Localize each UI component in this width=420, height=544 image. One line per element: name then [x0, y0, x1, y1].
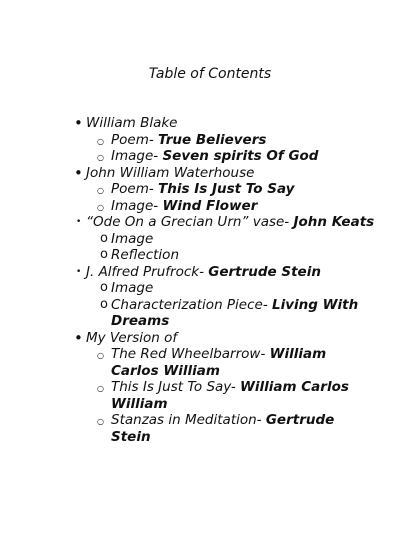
subentry-author: William Carlos William	[111, 379, 349, 412]
toc-subentry	[0, 198, 420, 215]
toc-subentry	[0, 247, 420, 264]
circle-bullet-icon: o	[100, 296, 108, 312]
circle-bullet-icon: o	[100, 247, 108, 262]
circle-bullet-icon: ○	[97, 136, 104, 146]
subentry-text: Stanzas in Meditation-	[111, 412, 262, 428]
entry-text: “Ode On a Grecian Urn” vase-	[86, 214, 290, 230]
toc-entry	[0, 330, 420, 347]
toc-entry	[0, 264, 420, 281]
toc-list	[0, 115, 420, 445]
bullet-icon: •	[74, 328, 83, 347]
subentry-text: Poem-	[111, 131, 154, 148]
subentry-author: Living With Dreams	[111, 296, 359, 329]
subentry-text: Image	[111, 280, 154, 296]
circle-bullet-icon: ○	[97, 351, 104, 360]
entry-text: John William Waterhouse	[86, 164, 255, 181]
bullet-icon: •	[74, 114, 83, 132]
subentry-text: Reflection	[111, 247, 179, 263]
toc-subentry	[0, 231, 420, 248]
entry-text: William Blake	[86, 115, 178, 131]
subentry-author: This Is Just To Say	[158, 181, 295, 197]
circle-bullet-icon: ○	[97, 384, 104, 393]
circle-bullet-icon: o	[100, 280, 108, 295]
subentry-text: Image-	[111, 148, 159, 164]
entry-author: Gertrude Stein	[208, 263, 321, 280]
circle-bullet-icon: ○	[97, 186, 104, 195]
toc-subentry	[0, 148, 420, 165]
toc-subentry	[0, 346, 420, 379]
subentry-author: William Carlos William	[111, 346, 327, 379]
toc-subentry	[0, 181, 420, 198]
bullet-icon: •	[76, 266, 82, 277]
toc-subentry	[0, 297, 420, 330]
entry-text: J. Alfred Prufrock-	[86, 263, 204, 280]
subentry-author: Seven spirits Of God	[162, 148, 319, 164]
circle-bullet-icon: ○	[97, 202, 104, 212]
subentry-text: This Is Just To Say-	[111, 379, 236, 395]
toc-subentry	[0, 132, 420, 149]
circle-bullet-icon: o	[100, 230, 108, 246]
subentry-author: True Believers	[158, 131, 267, 148]
subentry-text: Characterization Piece-	[111, 296, 268, 313]
subentry-text: Image	[111, 230, 154, 247]
page-title: Table of Contents	[148, 66, 272, 82]
subentry-text: The Red Wheelbarrow-	[111, 346, 266, 362]
toc-subentry	[0, 379, 420, 412]
toc-entry	[0, 115, 420, 132]
toc-entry	[0, 214, 420, 231]
circle-bullet-icon: ○	[97, 153, 104, 162]
subentry-author: Wind Flower	[162, 197, 258, 214]
subentry-text: Poem-	[111, 181, 154, 197]
subentry-author: Gertrude Stein	[111, 412, 335, 445]
entry-author: John Keats	[293, 214, 375, 230]
entry-text: My Version of	[86, 329, 178, 346]
toc-entry	[0, 165, 420, 182]
toc-subentry	[0, 412, 420, 445]
toc-subentry	[0, 280, 420, 297]
bullet-icon: •	[76, 217, 82, 227]
subentry-text: Image-	[111, 197, 159, 214]
circle-bullet-icon: ○	[97, 417, 104, 426]
bullet-icon: •	[74, 163, 83, 182]
